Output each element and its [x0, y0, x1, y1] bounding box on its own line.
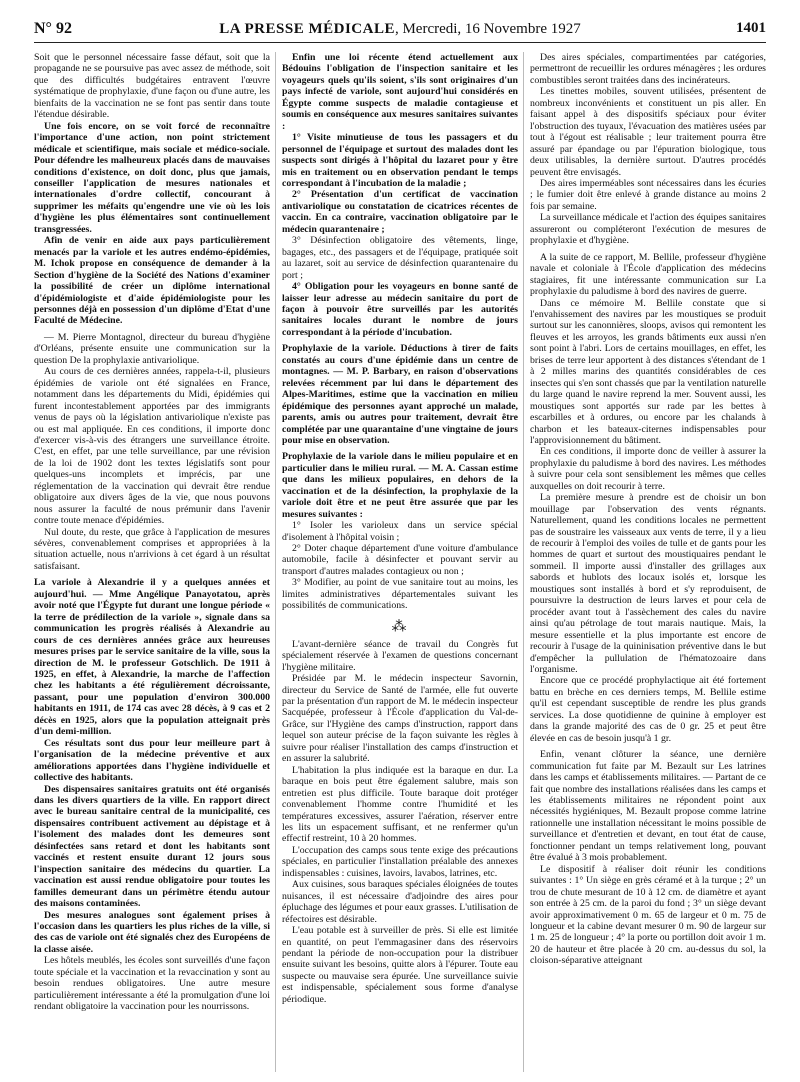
- article-paragraph: Enfin, venant clôturer la séance, une dernière communication fut faite par M. Bezault sur Les latrines dans les camps et établissements militaires. — Partant de ce fait que nombre des installations réalisées dans les camps et les établissements militaires ne répondent point aux nécessités hygiéniques, M. Bezault propose comme latrine rationnelle une installation nécessitant le moins possible de surveillance et d'entretien et devant, en tout état de cause, fonctionner pendant un temps relativement long, pouvant être évalué à 3 mois probablement.: [530, 749, 766, 864]
- article-paragraph: 1° Isoler les varioleux dans un service spécial d'isolement à l'hôpital voisin ;: [282, 520, 518, 543]
- article-paragraph: Aux cuisines, sous baraques spéciales éloignées de toutes nuisances, il est nécessaire d'adjoindre des aires pour épluchage des légumes et pour eaux grasses. L'utilisation de réfectoires est désirable.: [282, 879, 518, 925]
- article-paragraph: 2° Doter chaque département d'une voiture d'ambulance automobile, facile à désinfecter et pouvant servir au transport d'autres malades contagieux ou non ;: [282, 543, 518, 577]
- article-paragraph: 4° Obligation pour les voyageurs en bonne santé de laisser leur adresse au médecin sanitaire du port de façon à pouvoir être surveillés par les autorités sanitaires locales durant le nombre de jours correspondant à la période d'incubation.: [282, 281, 518, 338]
- journal-title: LA PRESSE MÉDICALE: [219, 21, 395, 37]
- article-paragraph: Prophylaxie de la variole. Déductions à tirer de faits constatés au cours d'une épidémie dans un centre de montagnes. — M. P. Barbary, en raison d'observations relevées récemment par lui dans le département des Alpes-Maritimes, estime que la vaccination en milieu épidémique des personnes ayant approché un malade, parents, amis ou autres pour traitement, devrait être complétée par une quarantaine d'une vingtaine de jours pour mise en observation.: [282, 343, 518, 446]
- page-header: [34, 20, 766, 43]
- page-number: 1401: [736, 20, 766, 36]
- article-paragraph: Des aires spéciales, compartimentées par catégories, permettront de recueillir les ordures ménagères ; les ordures combustibles seront traitées dans des incinérateurs.: [530, 52, 766, 86]
- article-paragraph: Nul doute, du reste, que grâce à l'application de mesures sévères, convenablement comprises et appropriées à la situation actuelle, nous n'arrivions à cet égard à un résultat satisfaisant.: [34, 526, 270, 572]
- article-paragraph: Des dispensaires sanitaires gratuits ont été organisés dans les divers quartiers de la ville. En rapport direct avec le bureau sanitaire central de la municipalité, ces dispensaires contribuent activement au dépistage et à l'isolement des malades dont les demeures sont désinfectées sans retard et dont les habitants sont vaccinés et restent ensuite durant 12 jours sous l'inspection sanitaire des médecins du quartier. La vaccination est aussi rendue obligatoire pour toutes les familles demeurant dans un périmètre étendu autour des maisons contaminées.: [34, 783, 270, 910]
- article-paragraph: — M. Pierre Montagnol, directeur du bureau d'hygiène d'Orléans, présente ensuite une communication sur la question De la prophylaxie antivariolique.: [34, 331, 270, 366]
- article-paragraph: 2° Présentation d'un certificat de vaccination antivariolique ou constatation de cicatrices récentes de vaccin. En ca contraire, vaccination obligatoire par le médecin quarantenaire ;: [282, 189, 518, 235]
- article-paragraph: L'occupation des camps sous tente exige des précautions spéciales, en particulier l'installation préalable des annexes indispensables : cuisines, lavoirs, lavabos, latrines, etc.: [282, 844, 518, 879]
- article-paragraph: Encore que ce procédé prophylactique ait été fortement battu en brèche en ces derniers temps, M. Bellile estime qu'il est cependant susceptible de rendre les plus grands services. La dose quotidienne de quinine à employer est dans la grande majorité des cas de 0 gr. 25 et peut être élevée en cas de besoin jusqu'à 1 gr.: [530, 675, 766, 744]
- issue-date: , Mercredi, 16 Novembre 1927: [394, 21, 581, 37]
- article-paragraph: La première mesure à prendre est de choisir un bon mouillage par l'observation des vents régnants. Naturellement, quand les conditions locales ne permettent pas de soustraire les vaisseaux aux vents de terre, il y a lieu de recourir à l'emploi des voiles de tulle et de gants pour les hommes de quart et surtout des moustiquaires pendant le sommeil. Il importe aussi d'installer des grillages aux sabords et hublots des locaux isolés et, lorsque les moustiques sont installés à bord et s'y reproduisent, de poursuivre la destruction de leurs larves et pour cela de procéder avant tout à l'assèchement des cales du navire ainsi qu'au pétrolage de tout marais nautique. Mais, la mesure essentielle et la plus importante est encore de recourir à l'usage de la quininisation préventive dans le but d'empêcher la pullulation de l'hématozoaire dans l'organisme.: [530, 492, 766, 676]
- section-separator-asterisks: ⁂: [391, 618, 409, 635]
- article-paragraph: Les hôtels meublés, les écoles sont surveillés d'une façon toute spéciale et la vaccination et la revaccination y sont au besoin rendues obligatoires. Une autre mesure particulièrement intéressante a été la promulgation d'une loi rendant obligatoire la vaccination pour les nourrissons.: [34, 955, 270, 1013]
- issue-number: N° 92: [34, 20, 72, 37]
- article-paragraph: L'eau potable est à surveiller de près. Si elle est limitée en quantité, on peut l'emmagasiner dans des réservoirs pendant la période de non-occupation pour la distribuer ensuite suivant les besoins, quitte alors à l'épurer. Toute eau suspecte ou mauvaise sera épurée. Une surveillance suivie est indispensable, spécialement sous forme d'analyse périodique.: [282, 925, 518, 1005]
- column-rule: [523, 52, 524, 1072]
- article-paragraph: Prophylaxie de la variole dans le milieu populaire et en particulier dans le milieu rural. — M. A. Cassan estime que dans les milieux populaires, en dehors de la vaccination et de la désinfection, la prophylaxie de la variole doit être et ne peut être assurée que par les mesures suivantes :: [282, 451, 518, 520]
- running-title: [34, 21, 766, 38]
- article-paragraph: Dans ce mémoire M. Bellile constate que si l'envahissement des navires par les moustiques se produit surtout sur les canonnières, sloops, avisos qui remontent les fleuves et les arroyos, les grands bâtiments eux aussi n'en sont point à l'abri. Lors de certains mouillages, en effet, les brises de terre leur apportent à des distances s'étendant de 1 à 2 milles marins des quantités considérables de ces insectes qui s'en sont chassés que par la ventilation naturelle du large quand le navire reprend la mer. Souvent aussi, les moustiques sont apportés sur rade par les bettes à escarbilles et à ordures, ou encore par les chalands à charbon et les bateaux-citernes indispensables pour l'approvisionnement du bâtiment.: [530, 297, 766, 446]
- article-paragraph: La variole à Alexandrie il y a quelques années et aujourd'hui. — Mme Angélique Panayotatou, après avoir noté que l'Égypte fut durant une longue période « la terre de prédilection de la variole », signale dans sa communication les progrès réalisés à Alexandrie au cours de ces dernières années grâce aux heureuses mesures prises par le service sanitaire de la ville, sous la direction de M. le professeur Gotschlich. De 1911 à 1925, en effet, à Alexandrie, la marche de l'affection chez les habitants a été régulièrement décroissante, passant, pour une population d'environ 300.000 habitants en 1911, de 174 cas avec 28 décès, à 9 cas et 2 décès en 1925, alors que la population atteignait près d'un demi-million.: [34, 577, 270, 738]
- text-column-1: [34, 52, 270, 1077]
- article-paragraph: Soit que le personnel nécessaire fasse défaut, soit que la propagande ne se poursuive pas avec assez de méthode, soit que des difficultés budgétaires entravent l'œuvre systématique de prophylaxie, d'une façon ou d'une autre, les bienfaits de la vaccination ne se font pas sentir dans toute l'étendue désirable.: [34, 52, 270, 121]
- article-paragraph: L'avant-dernière séance de travail du Congrès fut spécialement réservée à l'examen de questions concernant l'hygiène militaire.: [282, 638, 518, 673]
- text-column-3: [530, 52, 766, 1077]
- article-paragraph: A la suite de ce rapport, M. Bellile, professeur d'hygiène navale et coloniale à l'École d'application des médecins stagiaires, fit une intéressante communication sur La prophylaxie du paludisme à bord des navires de guerre.: [530, 251, 766, 298]
- article-paragraph: L'habitation la plus indiquée est la baraque en dur. La baraque en bois peut être également salubre, mais son entretien est plus difficile. Toute baraque doit protéger convenablement l'homme contre l'humidité et les températures excessives, assurer l'aération, réserver entre les lits un espacement suffisant, et ne renfermer qu'un effectif restreint, 10 à 20 hommes.: [282, 764, 518, 845]
- article-paragraph: 3° Modifier, au point de vue sanitaire tout au moins, les limites administratives départementales suivant les possibilités de communications.: [282, 577, 518, 612]
- article-paragraph: Afin de venir en aide aux pays particulièrement menacés par la variole et les autres endémo-épidémies, M. Ichok propose en conséquence de demander à la Section d'hygiène de la Société des Nations d'examiner la possibilité de créer un diplôme international d'épidémiologiste et d'aide épidémiologiste pour les personnes déjà en possession d'un diplôme d'Etat d'une Faculté de Médecine.: [34, 235, 270, 327]
- article-paragraph: Au cours de ces dernières années, rappela-t-il, plusieurs épidémies de variole ont été signalées en France, notamment dans les départements du Midi, épidémies qui furent incontestablement apportées par des immigrants venus de pays où la législation antivariolique n'existe pas ou est mal appliquée. En ces conditions, il importe donc d'exercer vis-à-vis des étrangers une surveillance étroite. C'est, en effet, par une telle surveillance, par une révision de la loi de 1902 dont les textes législatifs sont pour quelques-uns incomplets et imprécis, par une réglementation de la vaccination qui devrait être rendue obligatoire aux divers âges de la vie, que nous pouvons nous assurer la faculté de nous prémunir dans l'avenir contre toute menace d'épidémies.: [34, 366, 270, 527]
- article-paragraph: Présidée par M. le médecin inspecteur Savornin, directeur du Service de Santé de l'armée, elle fut ouverte par la présentation d'un rapport de M. le médecin inspecteur Sacquépée, professeur à l'École d'application du Val-de-Grâce, sur l'Hygiène des camps d'instruction, rapport dans lequel son auteur précise de la façon suivante les règles à suivre pour réaliser l'installation des camps d'instruction et en assurer la salubrité.: [282, 673, 518, 765]
- article-paragraph: Le dispositif à réaliser doit réunir les conditions suivantes : 1° Un siège en grès céramé et à la turque ; 2° un trou de chute mesurant de 10 à 12 cm. de diamètre et ayant son entrée à 25 cm. de la paroi du fond ; 3° un siège devant avoir approximativement 0 m. 65 de largeur et 0 m. 75 de longueur et la cabine devant mesurer 0 m. 90 de largeur sur 1 m. 25 de longueur ; 4° la porte ou portillon doit avoir 1 m. 20 de hauteur et être placée à 20 cm. au-dessus du sol, la cloison-séparative atteignant: [530, 863, 766, 967]
- column-rule: [275, 52, 276, 1072]
- article-paragraph: Des mesures analogues sont également prises à l'occasion dans les quartiers les plus riches de la ville, si des cas de variole ont été signalés chez des Européens de la classe aisée.: [34, 909, 270, 955]
- article-paragraph: Une fois encore, on se voit forcé de reconnaître l'importance d'une action, non point strictement médicale et scientifique, mais sociale et médico-sociale. Pour défendre les malheureux placés dans de mauvaises conditions d'existence, on doit donc, plus que jamais, conseiller l'application de mesures nationales et internationales d'ordre collectif, concourant à supprimer les méfaits qu'engendre une vie où les lois d'hygiène les plus élémentaires sont continuellement transgressées.: [34, 120, 270, 235]
- article-paragraph: En ces conditions, il importe donc de veiller à assurer la prophylaxie du paludisme à bord des navires. Les méthodes à suivre pour cela sont sensiblement les mêmes que celles auxquelles on doit recourir à terre.: [530, 446, 766, 492]
- article-paragraph: 1° Visite minutieuse de tous les passagers et du personnel de l'équipage et surtout des malades dont les suspects sont dirigés à l'hôpital du lazaret pour y être mis en traitement ou en observation pendant le temps correspondant à l'incubation de la maladie ;: [282, 132, 518, 189]
- article-paragraph: Des aires imperméables sont nécessaires dans les écuries ; le fumier doit être enlevé à grande distance au moins 2 fois par semaine.: [530, 177, 766, 212]
- article-paragraph: Enfin une loi récente étend actuellement aux Bédouins l'obligation de l'inspection sanitaire et les voyageurs quels qu'ils soient, s'ils sont originaires d'un pays infecté de variole, sont aujourd'hui considérés en Égypte comme suspects de maladie contagieuse et soumis en conséquence aux mesures sanitaires suivantes :: [282, 52, 518, 132]
- text-column-2: [282, 52, 518, 1077]
- article-paragraph: 3° Désinfection obligatoire des vêtements, linge, bagages, etc., des passagers et de l'équipage, pratiquée soit au lazaret, soit au service de désinfection quarantenaire du port ;: [282, 235, 518, 281]
- article-paragraph: La surveillance médicale et l'action des équipes sanitaires assureront ou compléteront l'exécution de mesures de prophylaxie et d'hygiène.: [530, 212, 766, 247]
- article-paragraph: Les tinettes mobiles, souvent utilisées, présentent de nombreux inconvénients et constituent un pis aller. En faisant appel à des dispositifs spéciaux pour éviter l'obstruction des tuyaux, l'évacuation des matières usées par tout à l'égout est réalisable ; leur traitement pourra être assuré par épandage ou par l'épuration biologique, tous deux utilisables, la dernière surtout. D'autres procédés peuvent être envisagés.: [530, 86, 766, 178]
- article-paragraph: Ces résultats sont dus pour leur meilleure part à l'organisation de la médecine préventive et aux améliorations apportées dans l'hygiène individuelle et collective des habitants.: [34, 737, 270, 784]
